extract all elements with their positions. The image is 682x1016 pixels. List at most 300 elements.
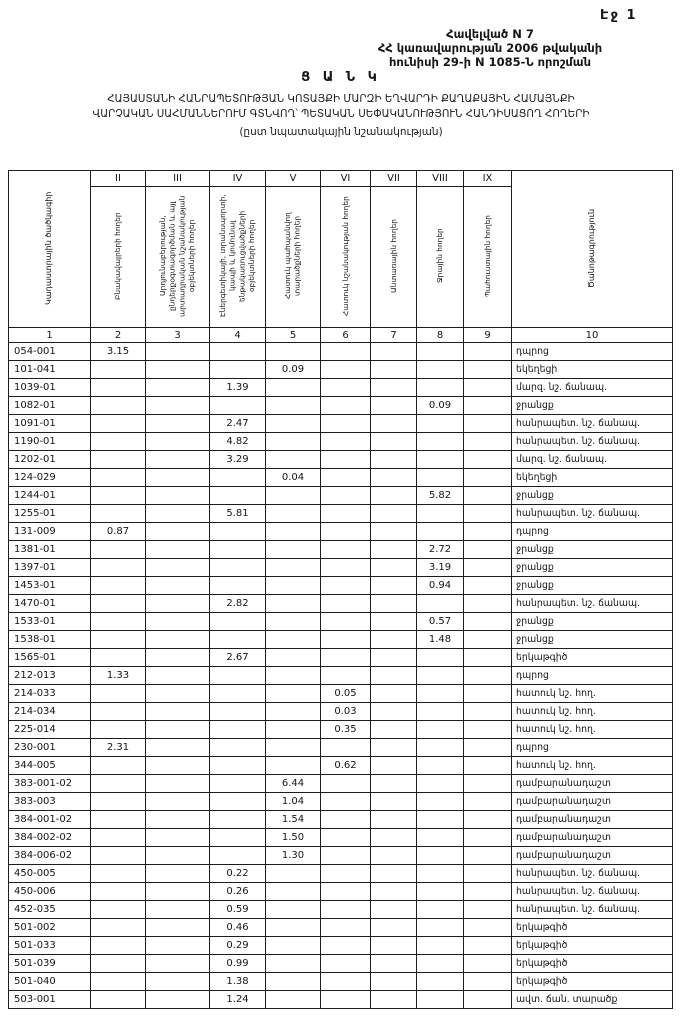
area-value-cell	[417, 667, 464, 685]
area-value-cell	[417, 901, 464, 919]
area-value-cell	[371, 433, 417, 451]
area-value-cell	[321, 901, 371, 919]
area-value-cell	[266, 703, 321, 721]
area-value-cell	[321, 847, 371, 865]
table-row	[9, 757, 673, 775]
area-value-cell	[371, 559, 417, 577]
area-value-cell	[464, 523, 512, 541]
area-value-cell	[210, 721, 266, 739]
table-row	[9, 937, 673, 955]
subtitle-line-2: ՎԱՐՉԱԿԱՆ ՍԱՀՄԱՆՆԵՐՈՒՄ ԳՏՆՎՈՂ՝ ՊԵՏԱԿԱՆ ՍԵՓԱԿԱՆՈՒԹՅՈՒՆ ՀԱՆԴԻՍԱՑՈՂ ՀՈՂԵՐԻ	[92, 108, 590, 120]
cadastral-code-cell: 344-005	[9, 757, 91, 775]
note-cell: դամբարանադաշտ	[512, 775, 673, 793]
area-value-cell	[371, 991, 417, 1009]
area-value-cell	[266, 523, 321, 541]
table-row	[9, 991, 673, 1009]
area-value-cell: 0.35	[321, 721, 371, 739]
table-row	[9, 721, 673, 739]
area-value-cell	[210, 739, 266, 757]
table-row	[9, 397, 673, 415]
cadastral-code-cell: 1091-01	[9, 415, 91, 433]
note-cell: դամբարանադաշտ	[512, 793, 673, 811]
area-value-cell	[321, 379, 371, 397]
note-cell: դպրոց	[512, 667, 673, 685]
area-value-cell	[91, 847, 146, 865]
area-value-cell	[371, 631, 417, 649]
area-value-cell	[91, 541, 146, 559]
area-value-cell	[464, 811, 512, 829]
area-value-cell	[210, 829, 266, 847]
area-value-cell	[321, 469, 371, 487]
area-value-cell	[91, 559, 146, 577]
area-value-cell	[417, 343, 464, 361]
area-value-cell	[321, 595, 371, 613]
area-value-cell	[371, 505, 417, 523]
header-protected-lands: Հատուկ պահպանվող տարածքների հողեր	[266, 187, 321, 328]
note-cell: դպրոց	[512, 343, 673, 361]
area-value-cell	[210, 343, 266, 361]
area-value-cell	[321, 397, 371, 415]
table-row	[9, 523, 673, 541]
area-value-cell	[321, 361, 371, 379]
appendix-block	[320, 27, 660, 69]
cadastral-code-cell: 1565-01	[9, 649, 91, 667]
area-value-cell: 3.29	[210, 451, 266, 469]
roman-iv: IV	[210, 171, 266, 187]
area-value-cell	[91, 361, 146, 379]
area-value-cell	[91, 883, 146, 901]
cadastral-code-cell: 450-006	[9, 883, 91, 901]
table-row	[9, 847, 673, 865]
table-row	[9, 775, 673, 793]
area-value-cell	[464, 973, 512, 991]
area-value-cell	[266, 379, 321, 397]
area-value-cell: 0.22	[210, 865, 266, 883]
header-infrastructure-lands: Էներգետիկայի, տրանսպորտի, կապի և կոմունալ ենթակառուցվածքների օբյեկտների հողեր	[210, 187, 266, 328]
appendix-line-2: ՀՀ կառավարության 2006 թվականի	[377, 41, 603, 55]
area-value-cell	[146, 901, 210, 919]
area-value-cell	[266, 937, 321, 955]
area-value-cell	[146, 883, 210, 901]
area-value-cell	[210, 613, 266, 631]
area-value-cell	[266, 865, 321, 883]
area-value-cell	[417, 865, 464, 883]
table-row	[9, 415, 673, 433]
area-value-cell	[464, 559, 512, 577]
table-row	[9, 811, 673, 829]
area-value-cell	[266, 991, 321, 1009]
area-value-cell	[464, 361, 512, 379]
area-value-cell	[371, 919, 417, 937]
note-cell: հատուկ նշ. հող.	[512, 685, 673, 703]
area-value-cell	[464, 793, 512, 811]
area-value-cell: 3.19	[417, 559, 464, 577]
table-row	[9, 667, 673, 685]
area-value-cell	[464, 865, 512, 883]
area-value-cell	[464, 649, 512, 667]
area-value-cell	[321, 991, 371, 1009]
area-value-cell	[321, 919, 371, 937]
note-cell: երկաթգիծ	[512, 973, 673, 991]
area-value-cell	[464, 901, 512, 919]
area-value-cell	[371, 847, 417, 865]
area-value-cell	[464, 685, 512, 703]
area-value-cell: 1.54	[266, 811, 321, 829]
area-value-cell	[146, 811, 210, 829]
area-value-cell: 1.24	[210, 991, 266, 1009]
area-value-cell	[371, 649, 417, 667]
note-cell: դպրոց	[512, 739, 673, 757]
area-value-cell	[266, 883, 321, 901]
area-value-cell: 2.31	[91, 739, 146, 757]
note-cell: հանրապետ. նշ. ճանապ.	[512, 505, 673, 523]
note-cell: ջրանցք	[512, 487, 673, 505]
area-value-cell	[417, 361, 464, 379]
area-value-cell: 0.09	[417, 397, 464, 415]
area-value-cell	[417, 919, 464, 937]
area-value-cell	[91, 505, 146, 523]
area-value-cell	[464, 451, 512, 469]
cadastral-code-cell: 383-003	[9, 793, 91, 811]
area-value-cell	[210, 703, 266, 721]
cadastral-code-cell: 1190-01	[9, 433, 91, 451]
area-value-cell	[91, 451, 146, 469]
area-value-cell	[371, 739, 417, 757]
area-value-cell	[417, 955, 464, 973]
area-value-cell	[146, 451, 210, 469]
area-value-cell	[417, 739, 464, 757]
area-value-cell	[321, 541, 371, 559]
area-value-cell	[371, 829, 417, 847]
table-row	[9, 829, 673, 847]
area-value-cell	[371, 523, 417, 541]
area-value-cell	[371, 415, 417, 433]
column-number-row	[9, 328, 673, 343]
cadastral-code-cell: 452-035	[9, 901, 91, 919]
table-row	[9, 577, 673, 595]
area-value-cell	[371, 595, 417, 613]
area-value-cell	[91, 703, 146, 721]
appendix-line-1: Հավելված N 7	[446, 27, 534, 41]
area-value-cell	[464, 433, 512, 451]
area-value-cell	[464, 469, 512, 487]
table-row	[9, 613, 673, 631]
area-value-cell	[321, 865, 371, 883]
subtitle-line-3: (ըստ նպատակային նշանակության)	[239, 126, 443, 138]
area-value-cell	[417, 757, 464, 775]
area-value-cell	[91, 829, 146, 847]
area-value-cell	[371, 955, 417, 973]
area-value-cell: 0.62	[321, 757, 371, 775]
area-value-cell	[210, 523, 266, 541]
area-value-cell	[464, 397, 512, 415]
area-value-cell	[266, 595, 321, 613]
area-value-cell	[464, 937, 512, 955]
note-cell: ավտ. ճան. տարածք	[512, 991, 673, 1009]
note-cell: հատուկ նշ. հող.	[512, 757, 673, 775]
area-value-cell	[371, 541, 417, 559]
area-value-cell	[464, 955, 512, 973]
colnum-6: 6	[321, 328, 371, 343]
colnum-7: 7	[371, 328, 417, 343]
cadastral-code-cell: 1453-01	[9, 577, 91, 595]
area-value-cell	[146, 397, 210, 415]
note-cell: հանրապետ. նշ. ճանապ.	[512, 865, 673, 883]
area-value-cell: 0.29	[210, 937, 266, 955]
note-cell: ջրանցք	[512, 559, 673, 577]
area-value-cell: 0.87	[91, 523, 146, 541]
note-cell: մարզ. նշ. ճանապ.	[512, 379, 673, 397]
area-value-cell	[464, 379, 512, 397]
header-cadastral-code: Կադաստրային ծածկագիր	[9, 171, 91, 328]
area-value-cell	[321, 973, 371, 991]
area-value-cell: 6.44	[266, 775, 321, 793]
area-value-cell: 1.48	[417, 631, 464, 649]
area-value-cell	[146, 361, 210, 379]
area-value-cell	[146, 487, 210, 505]
area-value-cell	[266, 451, 321, 469]
area-value-cell	[146, 991, 210, 1009]
cadastral-code-cell: 503-001	[9, 991, 91, 1009]
area-value-cell	[266, 667, 321, 685]
colnum-5: 5	[266, 328, 321, 343]
area-value-cell	[321, 739, 371, 757]
area-value-cell	[417, 937, 464, 955]
area-value-cell	[417, 469, 464, 487]
roman-ii: II	[91, 171, 146, 187]
area-value-cell	[91, 793, 146, 811]
note-cell: հանրապետ. նշ. ճանապ.	[512, 433, 673, 451]
area-value-cell	[146, 955, 210, 973]
area-value-cell: 5.82	[417, 487, 464, 505]
colnum-10: 10	[512, 328, 673, 343]
area-value-cell	[321, 613, 371, 631]
area-value-cell	[91, 811, 146, 829]
table-row	[9, 685, 673, 703]
table-row	[9, 973, 673, 991]
area-value-cell	[210, 361, 266, 379]
area-value-cell	[464, 991, 512, 1009]
table-row	[9, 433, 673, 451]
area-value-cell	[464, 721, 512, 739]
area-value-cell	[146, 523, 210, 541]
area-value-cell: 2.82	[210, 595, 266, 613]
table-row	[9, 379, 673, 397]
area-value-cell	[210, 469, 266, 487]
area-value-cell	[371, 793, 417, 811]
area-value-cell	[91, 415, 146, 433]
area-value-cell	[321, 955, 371, 973]
area-value-cell	[91, 973, 146, 991]
cadastral-code-cell: 501-033	[9, 937, 91, 955]
area-value-cell	[417, 415, 464, 433]
area-value-cell	[266, 559, 321, 577]
area-value-cell	[321, 793, 371, 811]
area-value-cell	[146, 685, 210, 703]
area-value-cell	[266, 505, 321, 523]
area-value-cell	[91, 577, 146, 595]
area-value-cell	[464, 847, 512, 865]
area-value-cell	[417, 721, 464, 739]
doc-subtitle	[0, 92, 682, 140]
area-value-cell	[266, 433, 321, 451]
cadastral-code-cell: 1397-01	[9, 559, 91, 577]
area-value-cell	[146, 793, 210, 811]
land-list-table	[8, 170, 673, 1009]
area-value-cell	[464, 631, 512, 649]
area-value-cell	[91, 955, 146, 973]
area-value-cell	[417, 829, 464, 847]
area-value-cell: 0.57	[417, 613, 464, 631]
table-row	[9, 595, 673, 613]
area-value-cell	[146, 667, 210, 685]
colnum-4: 4	[210, 328, 266, 343]
table-row	[9, 739, 673, 757]
area-value-cell	[417, 991, 464, 1009]
cadastral-code-cell: 214-034	[9, 703, 91, 721]
cadastral-code-cell: 214-033	[9, 685, 91, 703]
colnum-1: 1	[9, 328, 91, 343]
table-row	[9, 865, 673, 883]
area-value-cell	[321, 451, 371, 469]
area-value-cell	[464, 757, 512, 775]
area-value-cell	[210, 577, 266, 595]
area-value-cell	[321, 649, 371, 667]
cadastral-code-cell: 1470-01	[9, 595, 91, 613]
area-value-cell: 2.47	[210, 415, 266, 433]
area-value-cell	[146, 469, 210, 487]
area-value-cell	[321, 487, 371, 505]
table-row	[9, 541, 673, 559]
table-row	[9, 631, 673, 649]
area-value-cell	[417, 973, 464, 991]
cadastral-code-cell: 501-040	[9, 973, 91, 991]
area-value-cell	[417, 451, 464, 469]
area-value-cell	[91, 631, 146, 649]
area-value-cell	[464, 829, 512, 847]
cadastral-code-cell: 1039-01	[9, 379, 91, 397]
area-value-cell	[417, 883, 464, 901]
cadastral-code-cell: 101-041	[9, 361, 91, 379]
cadastral-code-cell: 1538-01	[9, 631, 91, 649]
note-cell: հանրապետ. նշ. ճանապ.	[512, 595, 673, 613]
cadastral-code-cell: 383-001-02	[9, 775, 91, 793]
colnum-9: 9	[464, 328, 512, 343]
header-special-purpose-lands: Հատուկ նշանակության հողեր	[321, 187, 371, 328]
area-value-cell	[371, 703, 417, 721]
area-value-cell	[266, 901, 321, 919]
area-value-cell	[146, 721, 210, 739]
area-value-cell	[210, 487, 266, 505]
note-cell: դամբարանադաշտ	[512, 811, 673, 829]
note-cell: մարզ. նշ. ճանապ.	[512, 451, 673, 469]
area-value-cell	[371, 667, 417, 685]
area-value-cell	[321, 937, 371, 955]
area-value-cell	[146, 937, 210, 955]
area-value-cell: 1.38	[210, 973, 266, 991]
area-value-cell	[266, 685, 321, 703]
appendix-line-3: հունիսի 29-ի N 1085-Ն որոշման	[389, 55, 591, 69]
area-value-cell	[210, 757, 266, 775]
area-value-cell	[417, 703, 464, 721]
area-value-cell	[417, 595, 464, 613]
note-cell: հատուկ նշ. հող.	[512, 703, 673, 721]
area-value-cell	[371, 613, 417, 631]
area-value-cell	[321, 505, 371, 523]
area-value-cell	[266, 343, 321, 361]
area-value-cell	[266, 631, 321, 649]
roman-vii: VII	[371, 171, 417, 187]
table-row	[9, 559, 673, 577]
header-settlement-lands: Բնակավայրերի հողեր	[91, 187, 146, 328]
note-cell: հանրապետ. նշ. ճանապ.	[512, 901, 673, 919]
note-cell: հանրապետ. նշ. ճանապ.	[512, 883, 673, 901]
area-value-cell	[91, 991, 146, 1009]
cadastral-code-cell: 1244-01	[9, 487, 91, 505]
area-value-cell	[210, 667, 266, 685]
area-value-cell	[210, 559, 266, 577]
cadastral-code-cell: 384-001-02	[9, 811, 91, 829]
area-value-cell	[371, 901, 417, 919]
area-value-cell	[417, 775, 464, 793]
area-value-cell	[464, 415, 512, 433]
roman-vi: VI	[321, 171, 371, 187]
area-value-cell	[210, 847, 266, 865]
area-value-cell	[210, 775, 266, 793]
note-cell: երկաթգիծ	[512, 955, 673, 973]
area-value-cell	[146, 829, 210, 847]
area-value-cell	[266, 739, 321, 757]
area-value-cell	[321, 883, 371, 901]
area-value-cell	[464, 667, 512, 685]
area-value-cell	[371, 685, 417, 703]
area-value-cell	[321, 631, 371, 649]
table-row	[9, 469, 673, 487]
area-value-cell	[266, 973, 321, 991]
area-value-cell	[266, 757, 321, 775]
cadastral-code-cell: 131-009	[9, 523, 91, 541]
colnum-3: 3	[146, 328, 210, 343]
area-value-cell	[417, 793, 464, 811]
area-value-cell	[146, 505, 210, 523]
area-value-cell: 2.72	[417, 541, 464, 559]
area-value-cell	[146, 649, 210, 667]
area-value-cell	[321, 667, 371, 685]
area-value-cell	[417, 523, 464, 541]
area-value-cell	[321, 415, 371, 433]
area-value-cell	[321, 433, 371, 451]
colnum-2: 2	[91, 328, 146, 343]
area-value-cell	[266, 577, 321, 595]
area-value-cell	[266, 955, 321, 973]
area-value-cell	[371, 937, 417, 955]
table-row	[9, 955, 673, 973]
area-value-cell	[91, 469, 146, 487]
area-value-cell	[91, 901, 146, 919]
header-water-lands: Ջրային հողեր	[417, 187, 464, 328]
area-value-cell: 1.04	[266, 793, 321, 811]
doc-title: Ց Ա Ն Կ	[301, 70, 381, 85]
area-value-cell	[210, 541, 266, 559]
area-value-cell: 0.94	[417, 577, 464, 595]
area-value-cell	[371, 973, 417, 991]
area-value-cell	[146, 703, 210, 721]
area-value-cell	[464, 595, 512, 613]
note-cell: հանրապետ. նշ. ճանապ.	[512, 415, 673, 433]
area-value-cell	[371, 865, 417, 883]
area-value-cell	[266, 397, 321, 415]
area-value-cell	[464, 919, 512, 937]
